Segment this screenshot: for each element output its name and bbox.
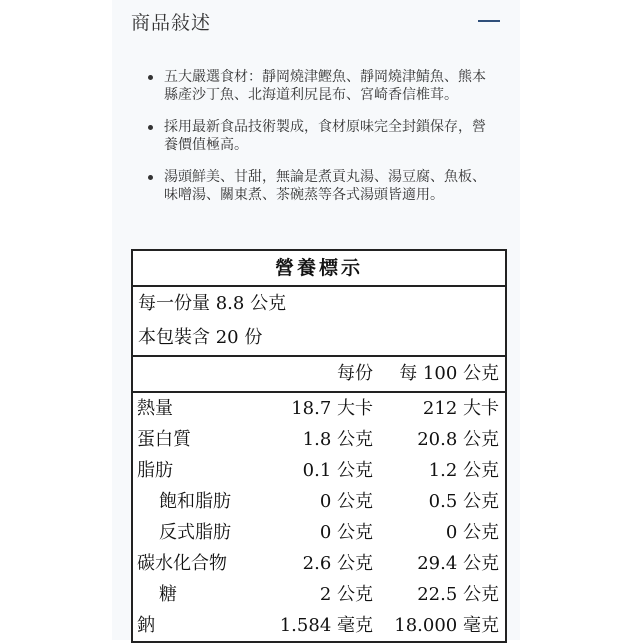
list-item: 湯頭鮮美、甘甜，無論是煮貢丸湯、湯豆腐、魚板、味噌湯、關東煮、茶碗蒸等各式湯頭皆適用。 [148,168,488,204]
nutrition-title: 營養標示 [133,251,505,287]
per-serving-value: 18.7 大卡 [291,398,373,419]
nutrition-row [133,548,505,579]
per-serving-value: 0 公克 [319,522,373,543]
nutrient-name: 反式脂肪 [159,522,231,543]
list-item: 採用最新食品技術製成，食材原味完全封鎖保存，營養價值極高。 [148,118,488,154]
col-per-100g: 每 100 公克 [399,363,499,384]
nutrition-label [131,249,507,643]
nutrition-row [133,455,505,486]
minus-icon[interactable] [478,20,500,22]
section-title: 商品敍述 [131,12,212,34]
nutrition-row [133,579,505,610]
nutrient-name: 脂肪 [137,460,173,481]
nutrition-row [133,424,505,455]
per-serving-value: 1.584 毫克 [279,615,373,636]
nutrient-name: 熱量 [137,398,173,419]
per-serving-value: 0.1 公克 [302,460,373,481]
list-item: 五大嚴選食材：靜岡燒津鰹魚、靜岡燒津鯖魚、熊本縣產沙丁魚、北海道利尻昆布、宮崎香信椎茸。 [148,68,488,104]
nutrition-row [133,610,505,641]
nutrition-row [133,393,505,424]
nutrient-name: 飽和脂肪 [159,491,231,512]
nutrient-name: 鈉 [137,615,155,636]
per-100g-value: 22.5 公克 [417,584,499,605]
servings-per-package: 本包裝含 20 份 [133,321,505,357]
col-per-serving: 每份 [337,363,373,384]
section-header[interactable] [131,0,503,48]
per-100g-value: 20.8 公克 [417,429,499,450]
per-100g-value: 0 公克 [445,522,499,543]
per-100g-value: 212 大卡 [422,398,499,419]
nutrition-header-row [133,357,505,393]
nutrient-name: 糖 [159,584,177,605]
per-serving-value: 1.8 公克 [302,429,373,450]
nutrient-name: 碳水化合物 [137,553,227,574]
per-serving-value: 2 公克 [319,584,373,605]
per-100g-value: 29.4 公克 [417,553,499,574]
description-list [148,68,488,218]
per-serving-value: 0 公克 [319,491,373,512]
per-serving-value: 2.6 公克 [302,553,373,574]
per-100g-value: 1.2 公克 [428,460,499,481]
nutrition-row [133,486,505,517]
per-100g-value: 18.000 毫克 [394,615,499,636]
nutrition-row [133,517,505,548]
per-100g-value: 0.5 公克 [428,491,499,512]
nutrient-name: 蛋白質 [137,429,191,450]
serving-size: 每一份量 8.8 公克 [138,293,287,314]
